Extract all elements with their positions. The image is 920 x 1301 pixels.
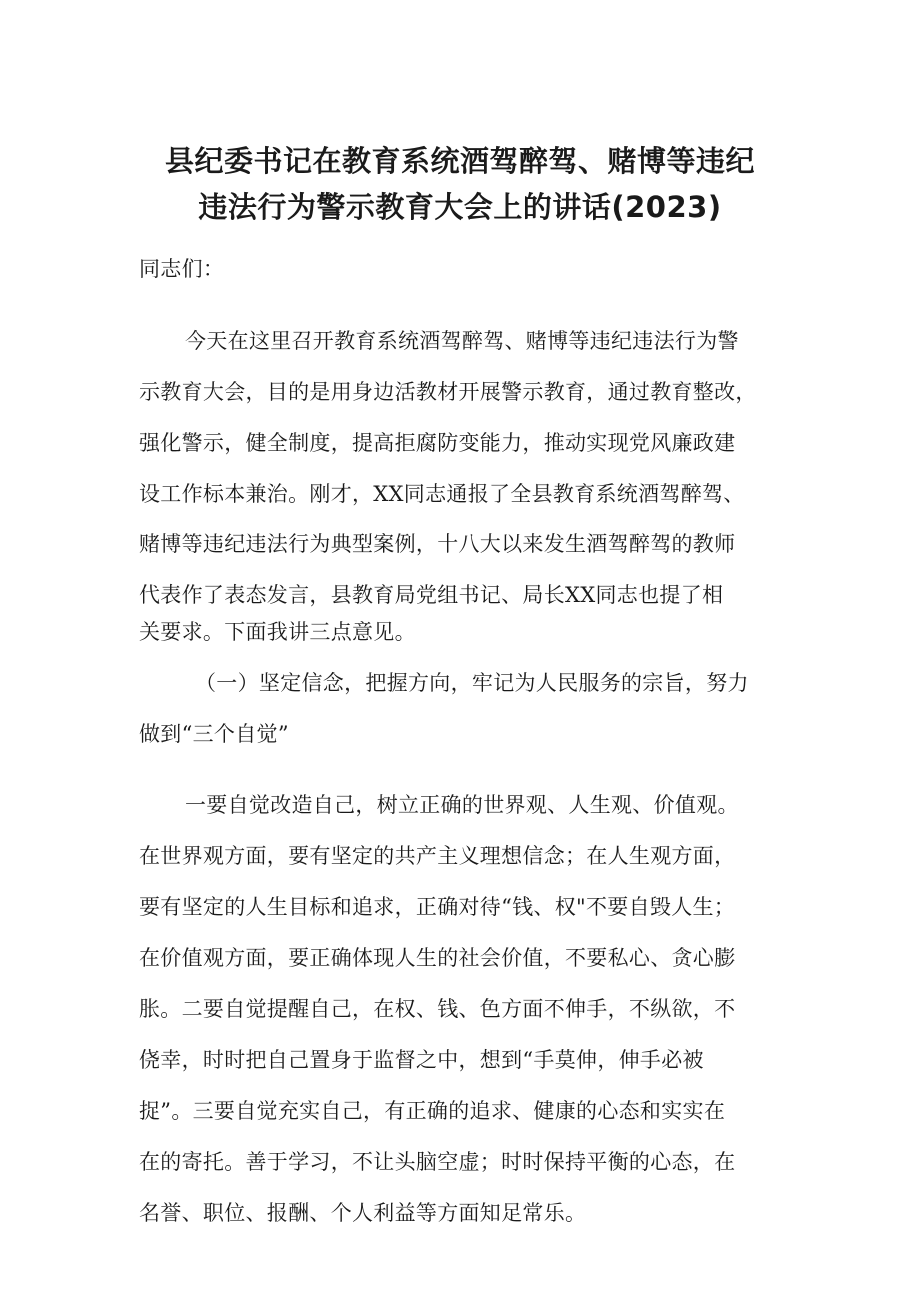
section-heading-line: 做到“三个自觉”: [139, 722, 289, 746]
title-line-2: 违法行为警示教育大会上的讲话(2023): [198, 190, 722, 224]
title-line-1: 县纪委书记在教育系统酒驾醉驾、赌博等违纪: [164, 144, 755, 178]
salutation: 同志们：: [139, 257, 225, 281]
section-heading-line: （一）坚定信念，把握方向，牢记为人民服务的宗旨，努力: [195, 671, 749, 695]
paragraph-line: 捉”。三要自觉充实自己，有正确的追求、健康的心态和实实在: [139, 1099, 726, 1123]
paragraph-line: 赌博等违纪违法行为典型案例，十八大以来发生酒驾醉驾的教师: [139, 532, 736, 556]
paragraph-line: 要有坚定的人生目标和追求，正确对待“钱、权"不要自毁人生；: [139, 895, 736, 919]
paragraph-line: 今天在这里召开教育系统酒驾醉驾、赌博等违纪违法行为警: [185, 329, 739, 353]
paragraph-line: 在世界观方面，要有坚定的共产主义理想信念；在人生观方面，: [139, 844, 736, 868]
paragraph-line: 胀。二要自觉提醒自己，在权、钱、色方面不伸手，不纵欲，不: [139, 997, 736, 1021]
paragraph-line: 代表作了表态发言，县教育局党组书记、局长XX同志也提了相: [139, 583, 724, 607]
paragraph-line: 一要自觉改造自己，树立正确的世界观、人生观、价值观。: [185, 793, 739, 817]
paragraph-line: 关要求。下面我讲三点意见。: [139, 620, 416, 644]
paragraph-line: 设工作标本兼治。刚才，XX同志通报了全县教育系统酒驾醉驾、: [139, 482, 745, 506]
paragraph-line: 强化警示，健全制度，提高拒腐防变能力，推动实现党风廉政建: [139, 431, 736, 455]
paragraph-line: 在价值观方面，要正确体现人生的社会价值，不要私心、贪心膨: [139, 946, 736, 970]
paragraph-line: 侥幸，时时把自己置身于监督之中，想到“手莫伸，伸手必被: [139, 1048, 704, 1072]
paragraph-line: 在的寄托。善于学习，不让头脑空虚；时时保持平衡的心态，在: [139, 1150, 736, 1174]
paragraph-line: 名誉、职位、报酬、个人利益等方面知足常乐。: [139, 1201, 587, 1225]
paragraph-line: 示教育大会，目的是用身边活教材开展警示教育，通过教育整改，: [139, 380, 757, 404]
